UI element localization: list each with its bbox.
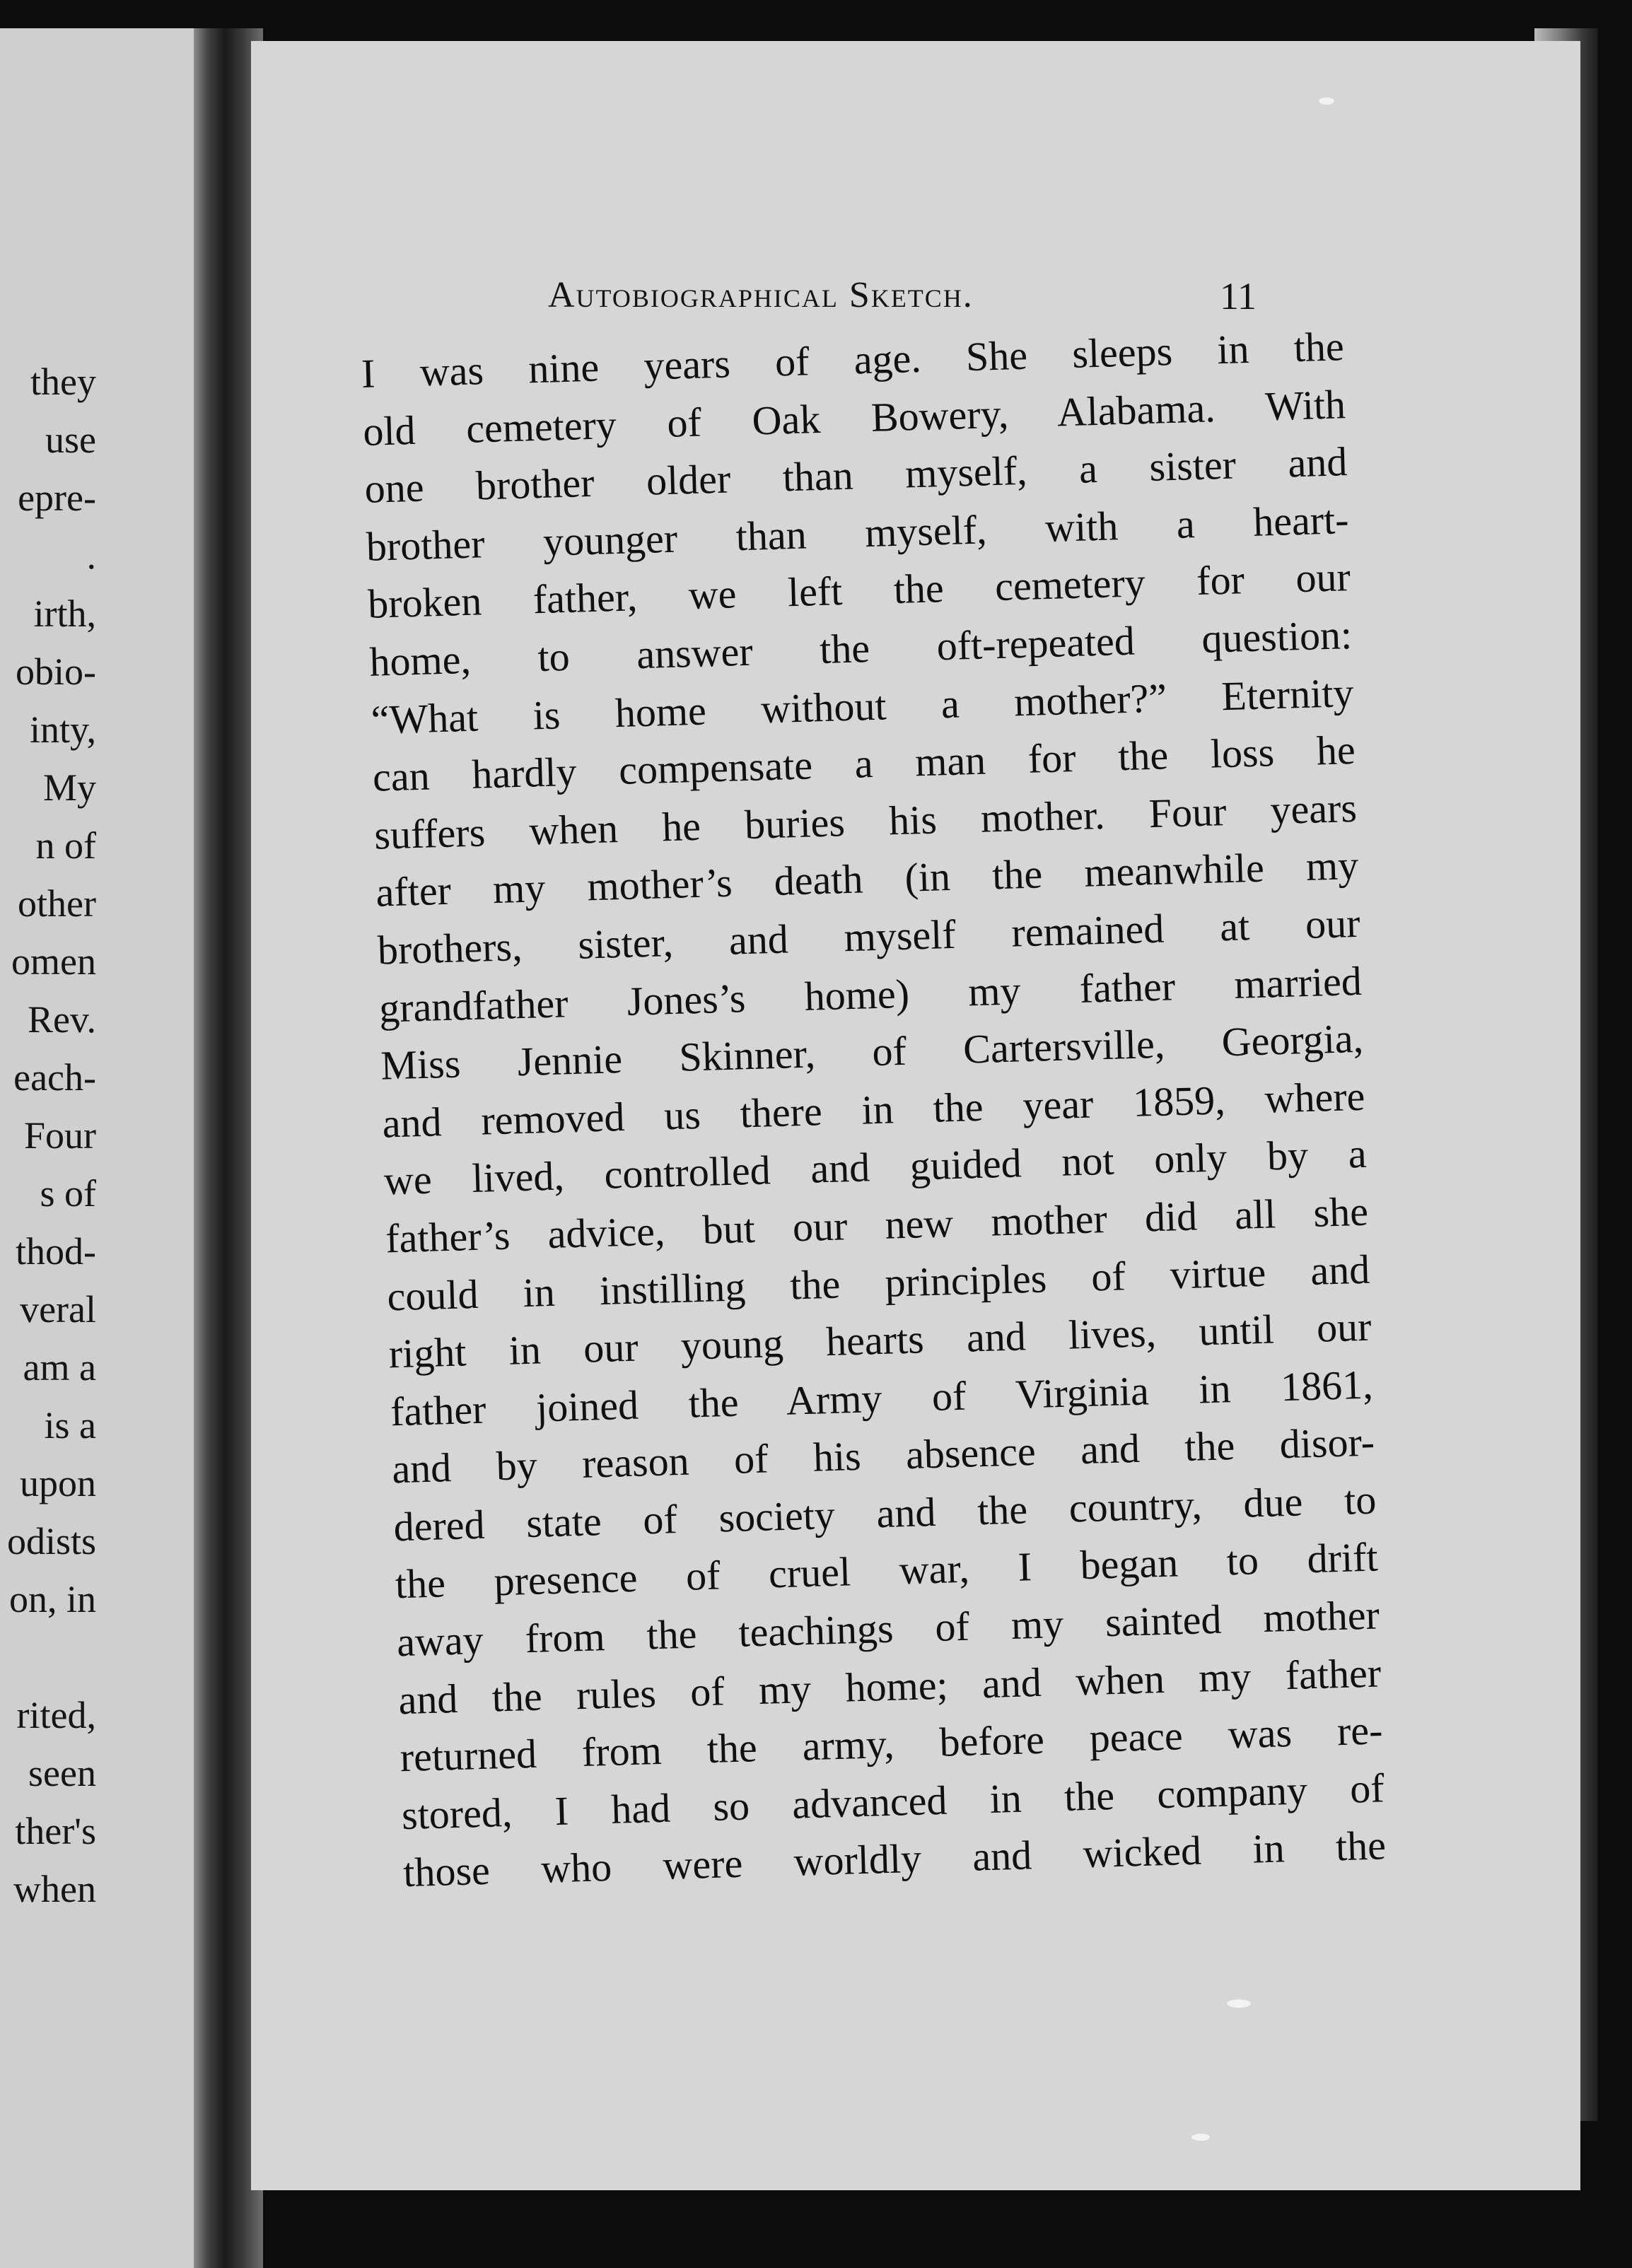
left-line: obio- — [16, 650, 96, 693]
scan-speck — [1319, 98, 1334, 105]
left-line: Four — [23, 1114, 96, 1157]
left-line: seen — [28, 1752, 96, 1794]
left-line: on, in — [8, 1578, 96, 1620]
text-line: returned from the army, before peace was re- — [399, 1707, 1384, 1781]
text-line: suffers when he buries his mother. Four years — [373, 784, 1358, 858]
running-head: Autobiographical Sketch. — [548, 275, 974, 315]
left-line: thod- — [16, 1230, 96, 1273]
left-line: upon — [20, 1462, 96, 1504]
text-line: and removed us there in the year 1859, where — [381, 1072, 1366, 1147]
text-line: one brother older than myself, a sister and — [363, 438, 1348, 513]
text-line: stored, I had so advanced in the company of — [401, 1765, 1385, 1839]
text-line: and the rules of my home; and when my father — [397, 1649, 1382, 1723]
page-number: 11 — [1220, 275, 1257, 317]
left-line: s of — [40, 1172, 96, 1215]
text-line: father joined the Army of Virginia in 1861, — [390, 1361, 1374, 1435]
text-line: can hardly compensate a man for the loss he — [372, 727, 1356, 800]
left-facing-page — [0, 28, 204, 2268]
left-line: is a — [44, 1404, 96, 1446]
left-line: epre- — [18, 477, 96, 519]
left-line: they — [30, 361, 96, 403]
left-line: Rev. — [28, 998, 96, 1041]
left-line: use — [45, 419, 96, 461]
text-line: brothers, sister, and myself remained at our — [377, 899, 1361, 974]
left-line: . — [86, 534, 96, 577]
text-line: old cemetery of Oak Bowery, Alabama. With — [362, 380, 1346, 455]
text-line: broken father, we left the cemetery for our — [367, 554, 1351, 628]
text-line: grandfather Jones’s home) my father married — [378, 957, 1363, 1031]
text-line: the presence of cruel war, I began to drift — [395, 1533, 1379, 1608]
left-line: n of — [35, 824, 96, 867]
left-line: each- — [13, 1056, 96, 1099]
left-line: inty, — [30, 708, 96, 751]
text-line: dered state of society and the country, due to — [392, 1476, 1377, 1550]
text-line: father’s advice, but our new mother did all she — [385, 1188, 1369, 1262]
text-line: could in instilling the principles of virtue and — [386, 1246, 1370, 1319]
left-line: odists — [6, 1520, 96, 1562]
left-line: when — [13, 1868, 96, 1910]
text-line: Miss Jennie Skinner, of Cartersville, Georgia, — [380, 1015, 1364, 1089]
left-line: ther's — [15, 1810, 96, 1852]
text-line: after my mother’s death (in the meanwhile my — [375, 842, 1360, 916]
left-line: am a — [23, 1346, 96, 1389]
text-line: I was nine years of age. She sleeps in the — [361, 323, 1345, 397]
left-line: irth, — [33, 592, 96, 635]
text-line: and by reason of his absence and the disor- — [391, 1418, 1375, 1492]
text-line: we lived, controlled and guided not only by a — [383, 1130, 1368, 1204]
left-line: veral — [20, 1288, 96, 1331]
body-text — [361, 317, 1387, 1902]
text-line: home, to answer the oft-repeated question: — [368, 611, 1353, 685]
text-line: “What is home without a mother?” Eternity — [370, 669, 1355, 743]
text-line: away from the teachings of my sainted mother — [396, 1591, 1380, 1666]
left-line: omen — [11, 940, 96, 983]
left-line: other — [18, 882, 96, 925]
text-line: right in our young hearts and lives, until our — [387, 1303, 1372, 1377]
right-page — [251, 41, 1580, 2190]
scan-speck — [1227, 1999, 1251, 2008]
text-line: those who were worldly and wicked in the — [402, 1822, 1387, 1896]
left-line: My — [42, 766, 96, 809]
scan-speck — [1191, 2134, 1210, 2141]
left-line: rited, — [16, 1694, 96, 1736]
text-line: brother younger than myself, with a heart- — [366, 496, 1350, 570]
